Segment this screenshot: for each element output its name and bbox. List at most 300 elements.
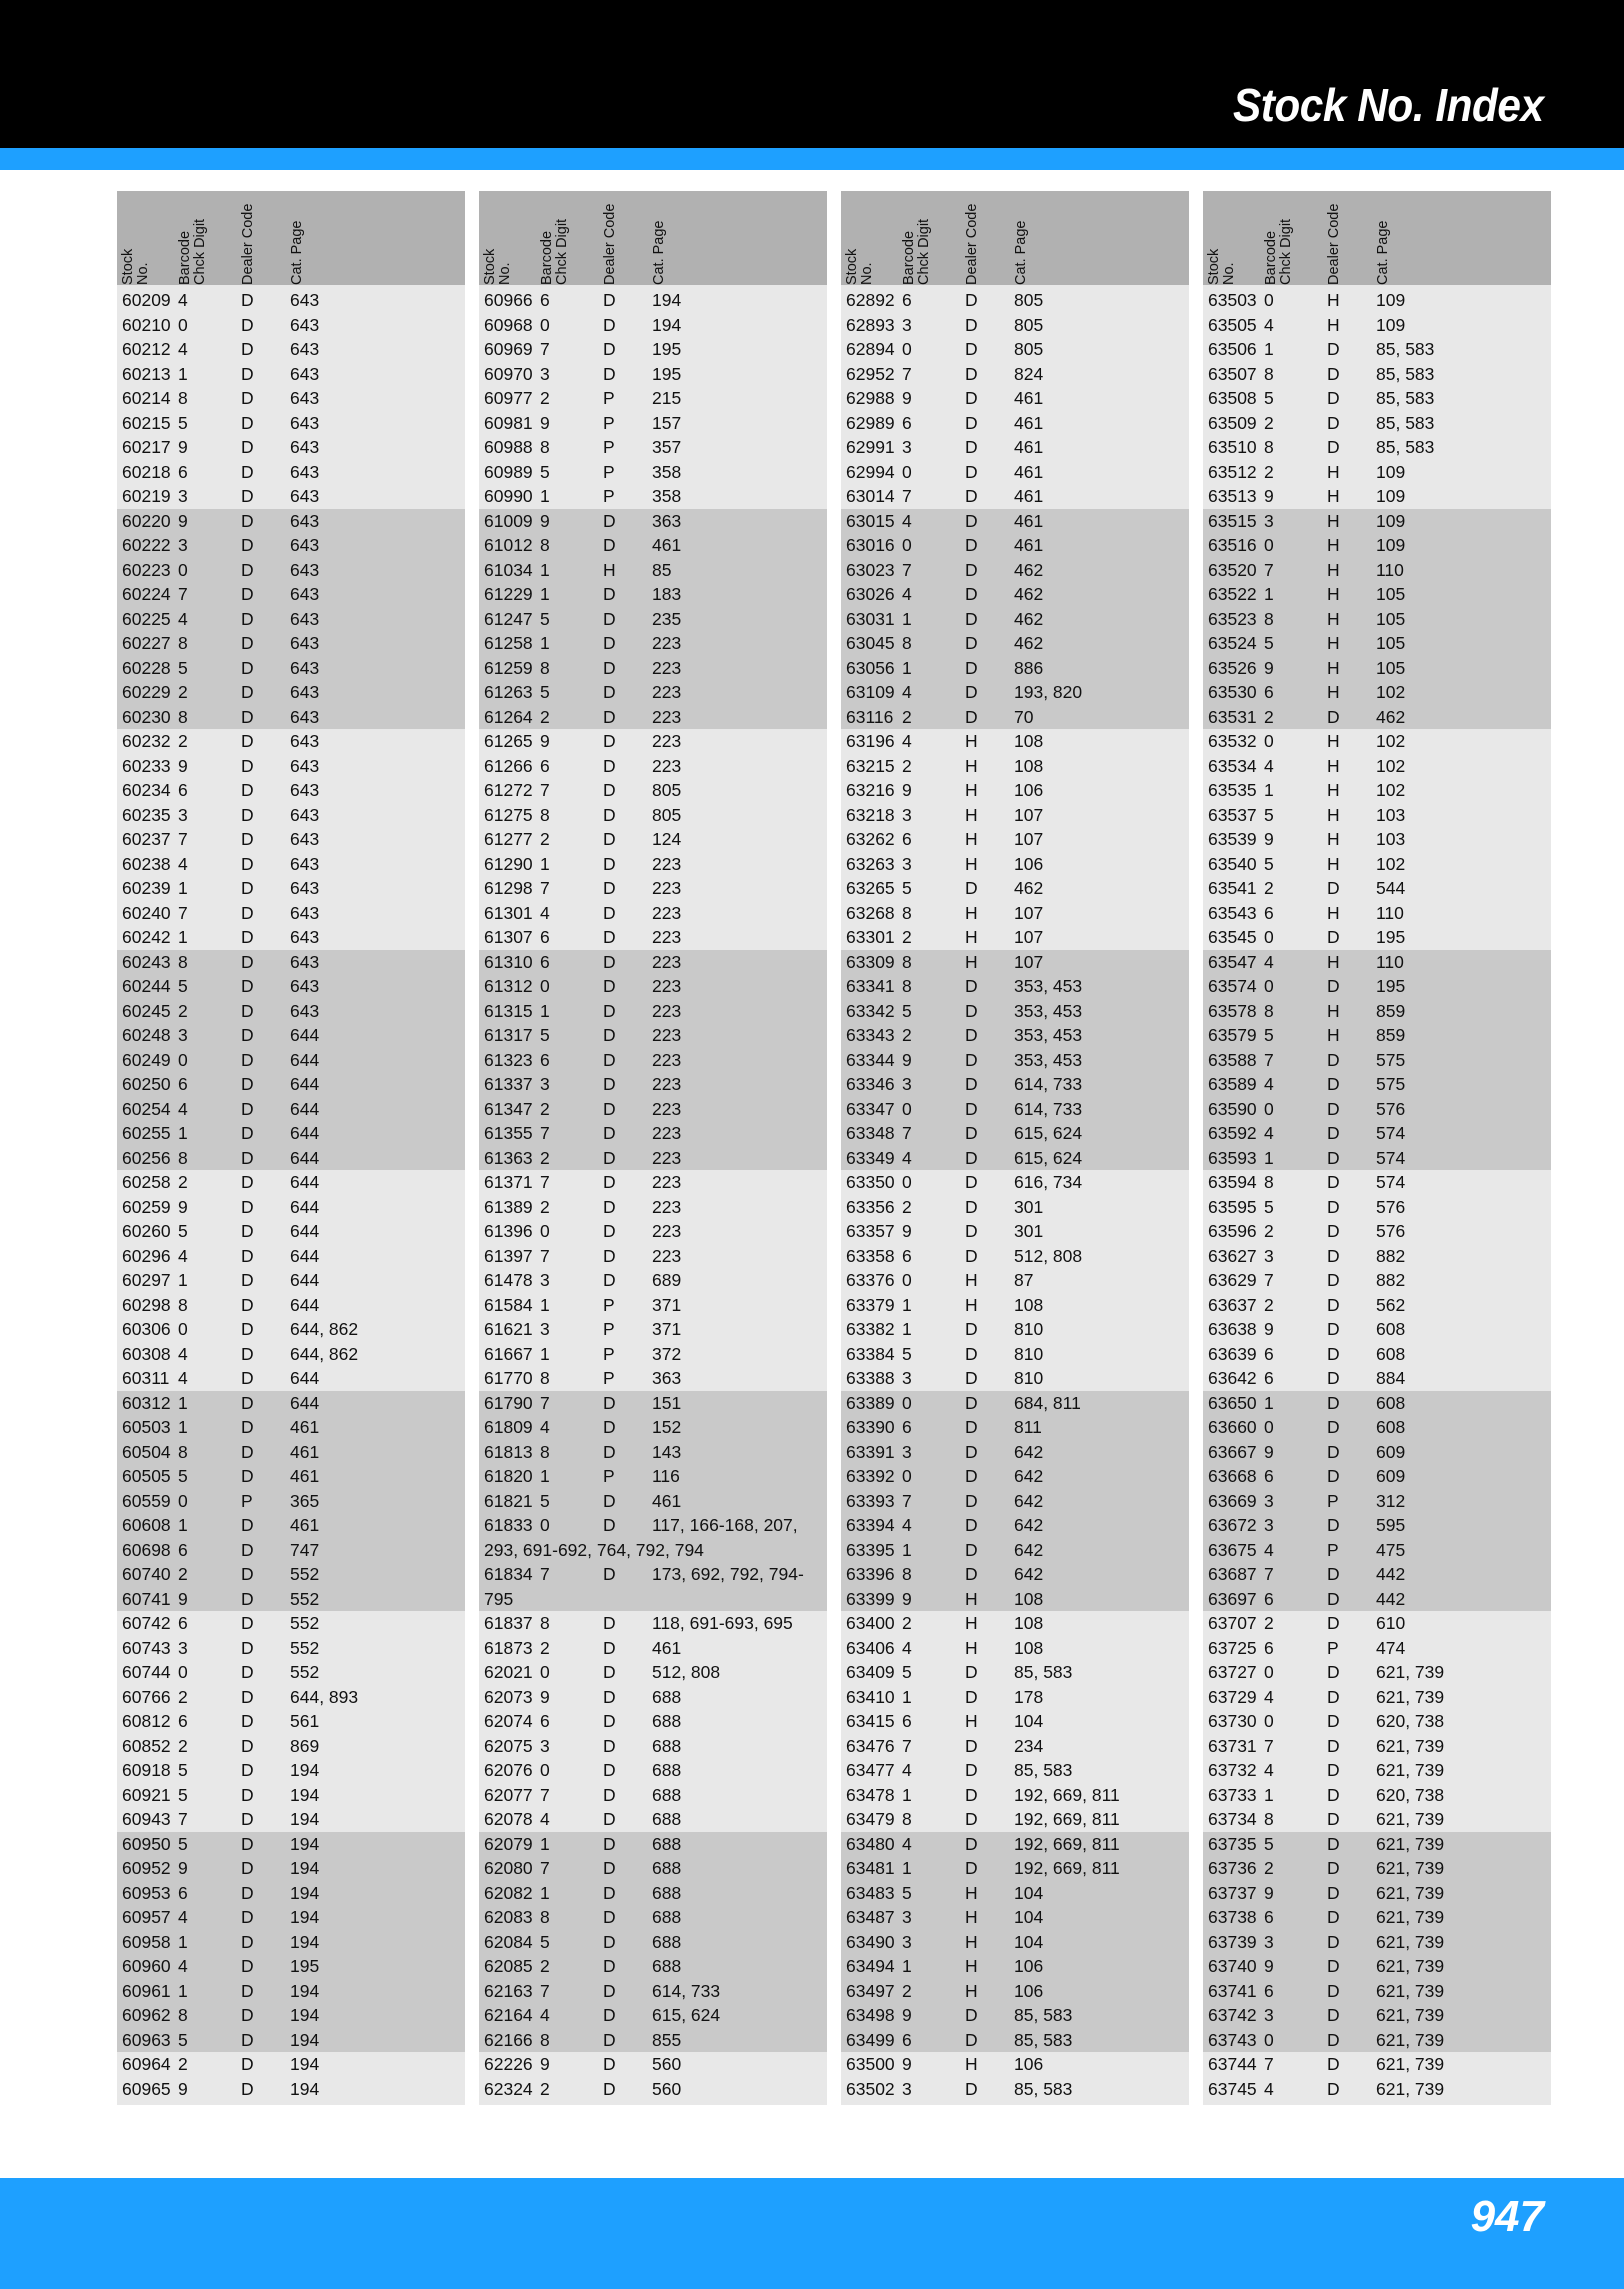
catalog-page: 642	[1014, 1539, 1044, 1560]
dealer-code: D	[965, 486, 978, 506]
barcode-check-digit: 7	[540, 1245, 550, 1266]
stock-number: 63638	[1208, 1319, 1257, 1339]
dealer-code: D	[241, 706, 254, 727]
stock-number: 63639	[1208, 1343, 1257, 1364]
barcode-check-digit: 2	[1264, 706, 1274, 727]
catalog-page: 643	[290, 755, 320, 776]
dealer-code: D	[965, 1784, 978, 1805]
barcode-check-digit: 1	[1264, 1147, 1274, 1168]
catalog-page: 621, 739	[1376, 1686, 1445, 1707]
dealer-code: D	[603, 1074, 616, 1094]
catalog-page: 223	[652, 853, 682, 874]
index-row	[479, 1219, 827, 1244]
stock-number: 63526	[1208, 657, 1257, 678]
index-row	[841, 1219, 1189, 1244]
stock-number: 63727	[1208, 1662, 1257, 1682]
catalog-page: 104	[1014, 1931, 1044, 1952]
catalog-page: 173, 692, 792, 794-	[652, 1564, 804, 1584]
index-row	[1203, 533, 1551, 558]
barcode-check-digit: 6	[1264, 1368, 1274, 1388]
index-row	[117, 1170, 465, 1195]
dealer-code: D	[965, 339, 978, 359]
stock-number: 63357	[846, 1221, 895, 1241]
index-row	[1203, 656, 1551, 681]
index-row	[117, 1293, 465, 1318]
barcode-check-digit: 5	[902, 1662, 912, 1682]
stock-number: 60224	[122, 584, 171, 604]
index-row	[1203, 974, 1551, 999]
dealer-code: D	[965, 1539, 978, 1560]
stock-number: 63476	[846, 1735, 895, 1756]
header-page-label: Cat. Page	[289, 220, 305, 285]
stock-number: 63483	[846, 1882, 895, 1903]
dealer-code: D	[241, 2078, 254, 2099]
stock-number: 61355	[484, 1123, 533, 1143]
catalog-page: 105	[1376, 608, 1406, 629]
index-rows	[1203, 288, 1551, 2101]
dealer-code: D	[965, 878, 978, 898]
barcode-check-digit: 2	[902, 1980, 912, 2001]
dealer-code: D	[603, 633, 616, 653]
barcode-check-digit: 3	[178, 804, 188, 825]
stock-number: 63390	[846, 1417, 895, 1437]
barcode-check-digit: 7	[178, 1809, 188, 1829]
catalog-page: 644	[290, 1221, 320, 1241]
dealer-code: D	[241, 951, 254, 972]
catalog-page: 562	[1376, 1294, 1406, 1315]
catalog-page: 195	[652, 339, 682, 359]
dealer-code: P	[603, 486, 615, 506]
index-row	[117, 1317, 465, 1342]
stock-number: 60308	[122, 1343, 171, 1364]
catalog-page: 85, 583	[1014, 2029, 1073, 2050]
catalog-page: 643	[290, 878, 320, 898]
catalog-page: 461	[290, 1441, 320, 1462]
stock-number: 61275	[484, 804, 533, 825]
index-row	[117, 1146, 465, 1171]
dealer-code: D	[241, 1931, 254, 1952]
barcode-check-digit: 0	[902, 1392, 912, 1413]
dealer-code: D	[1327, 1515, 1340, 1535]
dealer-code: D	[241, 1956, 254, 1976]
stock-number: 60312	[122, 1392, 171, 1413]
dealer-code: D	[1327, 1368, 1340, 1388]
barcode-check-digit: 0	[540, 1760, 550, 1780]
catalog-page: 117, 166-168, 207,	[652, 1515, 798, 1535]
dealer-code: P	[603, 1319, 615, 1339]
stock-number: 60852	[122, 1735, 171, 1756]
index-row	[117, 876, 465, 901]
stock-number: 63406	[846, 1637, 895, 1658]
stock-number: 62893	[846, 314, 895, 335]
barcode-check-digit: 3	[902, 853, 912, 874]
index-row	[841, 1464, 1189, 1489]
dealer-code: D	[1327, 1784, 1340, 1805]
barcode-check-digit: 2	[902, 755, 912, 776]
catalog-page: 193, 820	[1014, 682, 1083, 702]
catalog-page: 644	[290, 1196, 320, 1217]
catalog-page: 116	[652, 1466, 680, 1486]
stock-number: 63263	[846, 853, 895, 874]
dealer-code: D	[965, 1392, 978, 1413]
index-row	[117, 288, 465, 313]
stock-number: 60961	[122, 1980, 171, 2001]
dealer-code: D	[241, 1147, 254, 1168]
barcode-check-digit: 1	[902, 1319, 912, 1339]
stock-number: 63508	[1208, 388, 1257, 408]
index-row	[1203, 362, 1551, 387]
index-row	[479, 2028, 827, 2053]
barcode-check-digit: 5	[1264, 1025, 1274, 1045]
barcode-check-digit: 5	[540, 608, 550, 629]
catalog-page: 643	[290, 657, 320, 678]
dealer-code: D	[965, 1466, 978, 1486]
barcode-check-digit: 1	[178, 1123, 188, 1143]
catalog-page: 194	[290, 1833, 320, 1854]
barcode-check-digit: 0	[1264, 290, 1274, 310]
dealer-code: P	[603, 1368, 615, 1388]
catalog-page: 560	[652, 2078, 682, 2099]
index-row	[1203, 2077, 1551, 2102]
dealer-code: D	[241, 1172, 254, 1192]
catalog-page: 442	[1376, 1564, 1406, 1584]
catalog-page: 644	[290, 1049, 320, 1070]
stock-number: 63400	[846, 1613, 895, 1633]
index-row	[841, 411, 1189, 436]
barcode-check-digit: 1	[540, 486, 550, 506]
barcode-check-digit: 6	[1264, 902, 1274, 923]
stock-number: 63740	[1208, 1956, 1257, 1976]
barcode-check-digit: 0	[902, 1466, 912, 1486]
stock-number: 63347	[846, 1098, 895, 1119]
stock-number: 60233	[122, 755, 171, 776]
index-row	[841, 680, 1189, 705]
dealer-code: D	[603, 1417, 616, 1437]
catalog-page: 575	[1376, 1074, 1406, 1094]
catalog-page: 462	[1014, 633, 1044, 653]
stock-number: 63503	[1208, 290, 1257, 310]
barcode-check-digit: 8	[902, 1809, 912, 1829]
dealer-code: D	[603, 1123, 616, 1143]
stock-number: 63506	[1208, 339, 1257, 359]
stock-number: 60223	[122, 559, 171, 580]
catalog-page: 109	[1376, 535, 1406, 555]
barcode-check-digit: 5	[902, 1882, 912, 1903]
stock-number: 63415	[846, 1711, 895, 1731]
barcode-check-digit: 7	[902, 1490, 912, 1511]
catalog-page: 859	[1376, 1000, 1406, 1021]
index-row	[841, 729, 1189, 754]
barcode-check-digit: 9	[902, 1221, 912, 1241]
barcode-check-digit: 5	[178, 2029, 188, 2050]
dealer-code: H	[965, 1637, 978, 1658]
stock-number: 60740	[122, 1564, 171, 1584]
catalog-page: 353, 453	[1014, 976, 1083, 996]
catalog-page: 621, 739	[1376, 1809, 1445, 1829]
dealer-code: D	[1327, 339, 1340, 359]
index-row	[841, 1979, 1189, 2004]
barcode-check-digit: 1	[1264, 780, 1274, 800]
index-row	[117, 1415, 465, 1440]
index-row	[841, 337, 1189, 362]
index-row	[117, 1121, 465, 1146]
index-row	[841, 1366, 1189, 1391]
stock-number: 63301	[846, 927, 895, 947]
barcode-check-digit: 8	[540, 1613, 550, 1633]
stock-number: 63593	[1208, 1147, 1257, 1168]
catalog-page: 358	[652, 486, 682, 506]
barcode-check-digit: 4	[902, 510, 912, 531]
index-row	[1203, 1097, 1551, 1122]
dealer-code: H	[965, 1613, 978, 1633]
catalog-page: 805	[1014, 314, 1044, 335]
dealer-code: D	[603, 1515, 616, 1535]
stock-number: 61809	[484, 1417, 533, 1437]
index-row	[479, 288, 827, 313]
stock-number: 63534	[1208, 755, 1257, 776]
stock-number: 61265	[484, 731, 533, 751]
barcode-check-digit: 1	[178, 1270, 188, 1290]
stock-number: 60222	[122, 535, 171, 555]
index-row	[841, 631, 1189, 656]
dealer-code: D	[241, 290, 254, 310]
barcode-check-digit: 4	[178, 1343, 188, 1364]
stock-number: 60212	[122, 339, 171, 359]
dealer-code: D	[241, 1980, 254, 2001]
catalog-page: 118, 691-693, 695	[652, 1613, 793, 1633]
index-row	[479, 411, 827, 436]
index-row	[479, 2077, 827, 2102]
stock-number: 61337	[484, 1074, 533, 1094]
index-row	[479, 1293, 827, 1318]
index-row	[117, 411, 465, 436]
index-row	[841, 1415, 1189, 1440]
barcode-check-digit: 6	[540, 1049, 550, 1070]
index-row	[1203, 313, 1551, 338]
index-row	[841, 1097, 1189, 1122]
dealer-code: D	[965, 1441, 978, 1462]
index-row	[1203, 1219, 1551, 1244]
catalog-page: 621, 739	[1376, 1931, 1445, 1952]
index-row	[479, 386, 827, 411]
dealer-code: D	[241, 1221, 254, 1241]
dealer-code: H	[1327, 755, 1340, 776]
stock-number: 63391	[846, 1441, 895, 1462]
stock-number: 60219	[122, 486, 171, 506]
stock-number: 63499	[846, 2029, 895, 2050]
stock-number: 63358	[846, 1245, 895, 1266]
index-row	[479, 827, 827, 852]
catalog-page: 194	[290, 2005, 320, 2025]
index-row	[479, 509, 827, 534]
stock-number: 63342	[846, 1000, 895, 1021]
header-barcode-label: Barcode	[1263, 230, 1279, 285]
catalog-page: 461	[652, 535, 682, 555]
index-row	[841, 1244, 1189, 1269]
index-row	[841, 754, 1189, 779]
catalog-page: 102	[1376, 682, 1406, 702]
catalog-page: 106	[1014, 780, 1044, 800]
stock-number: 63667	[1208, 1441, 1257, 1462]
index-row	[479, 1660, 827, 1685]
dealer-code: D	[965, 1809, 978, 1829]
catalog-page: 474	[1376, 1637, 1406, 1658]
catalog-page: 608	[1376, 1417, 1406, 1437]
dealer-code: D	[965, 461, 978, 482]
stock-number: 60249	[122, 1049, 171, 1070]
stock-number: 60237	[122, 829, 171, 849]
index-row	[117, 1562, 465, 1587]
page-title: Stock No. Index	[1233, 79, 1544, 131]
stock-number: 63395	[846, 1539, 895, 1560]
index-row	[479, 460, 827, 485]
index-row	[841, 1783, 1189, 1808]
catalog-page: 644	[290, 1025, 320, 1045]
catalog-page: 643	[290, 780, 320, 800]
barcode-check-digit: 5	[178, 1784, 188, 1805]
stock-number: 62988	[846, 388, 895, 408]
index-row	[841, 2028, 1189, 2053]
stock-number: 60240	[122, 902, 171, 923]
index-row	[479, 1244, 827, 1269]
dealer-code: D	[241, 1662, 254, 1682]
dealer-code: D	[603, 1735, 616, 1756]
catalog-page: 614, 733	[652, 1980, 721, 2001]
index-row	[841, 1342, 1189, 1367]
barcode-check-digit: 6	[178, 1539, 188, 1560]
catalog-page: 576	[1376, 1196, 1406, 1217]
stock-number: 60239	[122, 878, 171, 898]
stock-number: 60977	[484, 388, 533, 408]
header-barcode-label: Chck Digit	[916, 218, 932, 285]
stock-number: 60259	[122, 1196, 171, 1217]
stock-number: 63687	[1208, 1564, 1257, 1584]
catalog-page: 643	[290, 314, 320, 335]
stock-number: 61315	[484, 1000, 533, 1021]
barcode-check-digit: 8	[540, 2029, 550, 2050]
catalog-page: 223	[652, 731, 682, 751]
barcode-check-digit: 6	[1264, 1980, 1274, 2001]
barcode-check-digit: 2	[540, 829, 550, 849]
index-row	[117, 1930, 465, 1955]
dealer-code: H	[1327, 902, 1340, 923]
barcode-check-digit: 4	[178, 1956, 188, 1976]
barcode-check-digit: 0	[1264, 927, 1274, 947]
dealer-code: D	[1327, 1196, 1340, 1217]
dealer-code: D	[603, 1490, 616, 1511]
dealer-code: P	[603, 388, 615, 408]
catalog-page: 194	[290, 1760, 320, 1780]
index-row	[117, 778, 465, 803]
catalog-page: 643	[290, 951, 320, 972]
dealer-code: D	[241, 902, 254, 923]
stock-number: 60812	[122, 1711, 171, 1731]
stock-number: 61312	[484, 976, 533, 996]
stock-number: 63216	[846, 780, 895, 800]
stock-number: 63738	[1208, 1907, 1257, 1927]
dealer-code: D	[603, 1441, 616, 1462]
stock-number: 60968	[484, 314, 533, 335]
barcode-check-digit: 3	[1264, 1245, 1274, 1266]
catalog-page: 85, 583	[1014, 2078, 1073, 2099]
stock-number: 63736	[1208, 1858, 1257, 1878]
dealer-code: D	[1327, 927, 1340, 947]
barcode-check-digit: 5	[1264, 1196, 1274, 1217]
index-row	[841, 1146, 1189, 1171]
stock-number: 62226	[484, 2054, 533, 2074]
index-row	[841, 1832, 1189, 1857]
catalog-page: 552	[290, 1564, 320, 1584]
catalog-page: 688	[652, 1907, 682, 1927]
dealer-code: D	[1327, 1907, 1340, 1927]
catalog-page: 688	[652, 1784, 682, 1805]
stock-number: 63668	[1208, 1466, 1257, 1486]
dealer-code: H	[965, 780, 978, 800]
index-row	[841, 2003, 1189, 2028]
stock-number: 60953	[122, 1882, 171, 1903]
index-row	[479, 1685, 827, 1710]
dealer-code: H	[1327, 780, 1340, 800]
barcode-check-digit: 1	[178, 878, 188, 898]
header-stock-label: Stock	[1206, 248, 1222, 285]
dealer-code: D	[241, 927, 254, 947]
index-row	[1203, 1758, 1551, 1783]
dealer-code: D	[1327, 1466, 1340, 1486]
barcode-check-digit: 6	[178, 1074, 188, 1094]
index-row	[479, 362, 827, 387]
index-row	[479, 1930, 827, 1955]
catalog-page: 105	[1376, 657, 1406, 678]
dealer-code: H	[1327, 829, 1340, 849]
index-row	[1203, 1611, 1551, 1636]
dealer-code: D	[241, 1466, 254, 1486]
index-row	[117, 1660, 465, 1685]
barcode-check-digit: 2	[1264, 1294, 1274, 1315]
catalog-page: 192, 669, 811	[1014, 1833, 1120, 1854]
catalog-page: 621, 739	[1376, 1858, 1445, 1878]
dealer-code: D	[241, 1833, 254, 1854]
catalog-page: 643	[290, 976, 320, 996]
index-row	[1203, 1734, 1551, 1759]
index-row	[117, 1832, 465, 1857]
barcode-check-digit: 0	[1264, 1711, 1274, 1731]
stock-number: 61790	[484, 1392, 533, 1413]
dealer-code: D	[241, 584, 254, 604]
dealer-code: D	[241, 510, 254, 531]
index-row	[1203, 2028, 1551, 2053]
stock-number: 61277	[484, 829, 533, 849]
index-row	[841, 2077, 1189, 2102]
stock-number: 63741	[1208, 1980, 1257, 2001]
index-row	[841, 1562, 1189, 1587]
index-row	[1203, 1366, 1551, 1391]
index-row	[1203, 607, 1551, 632]
dealer-code: D	[965, 1245, 978, 1266]
stock-number: 63729	[1208, 1686, 1257, 1707]
stock-number: 63480	[846, 1833, 895, 1854]
stock-number: 63737	[1208, 1882, 1257, 1903]
index-row	[1203, 1660, 1551, 1685]
dealer-code: D	[603, 1245, 616, 1266]
dealer-code: D	[241, 1882, 254, 1903]
barcode-check-digit: 3	[540, 1270, 550, 1290]
index-row	[117, 460, 465, 485]
catalog-page: 195	[652, 363, 682, 384]
index-row	[117, 1856, 465, 1881]
index-row	[117, 1905, 465, 1930]
dealer-code: D	[603, 1221, 616, 1241]
stock-number: 60234	[122, 780, 171, 800]
